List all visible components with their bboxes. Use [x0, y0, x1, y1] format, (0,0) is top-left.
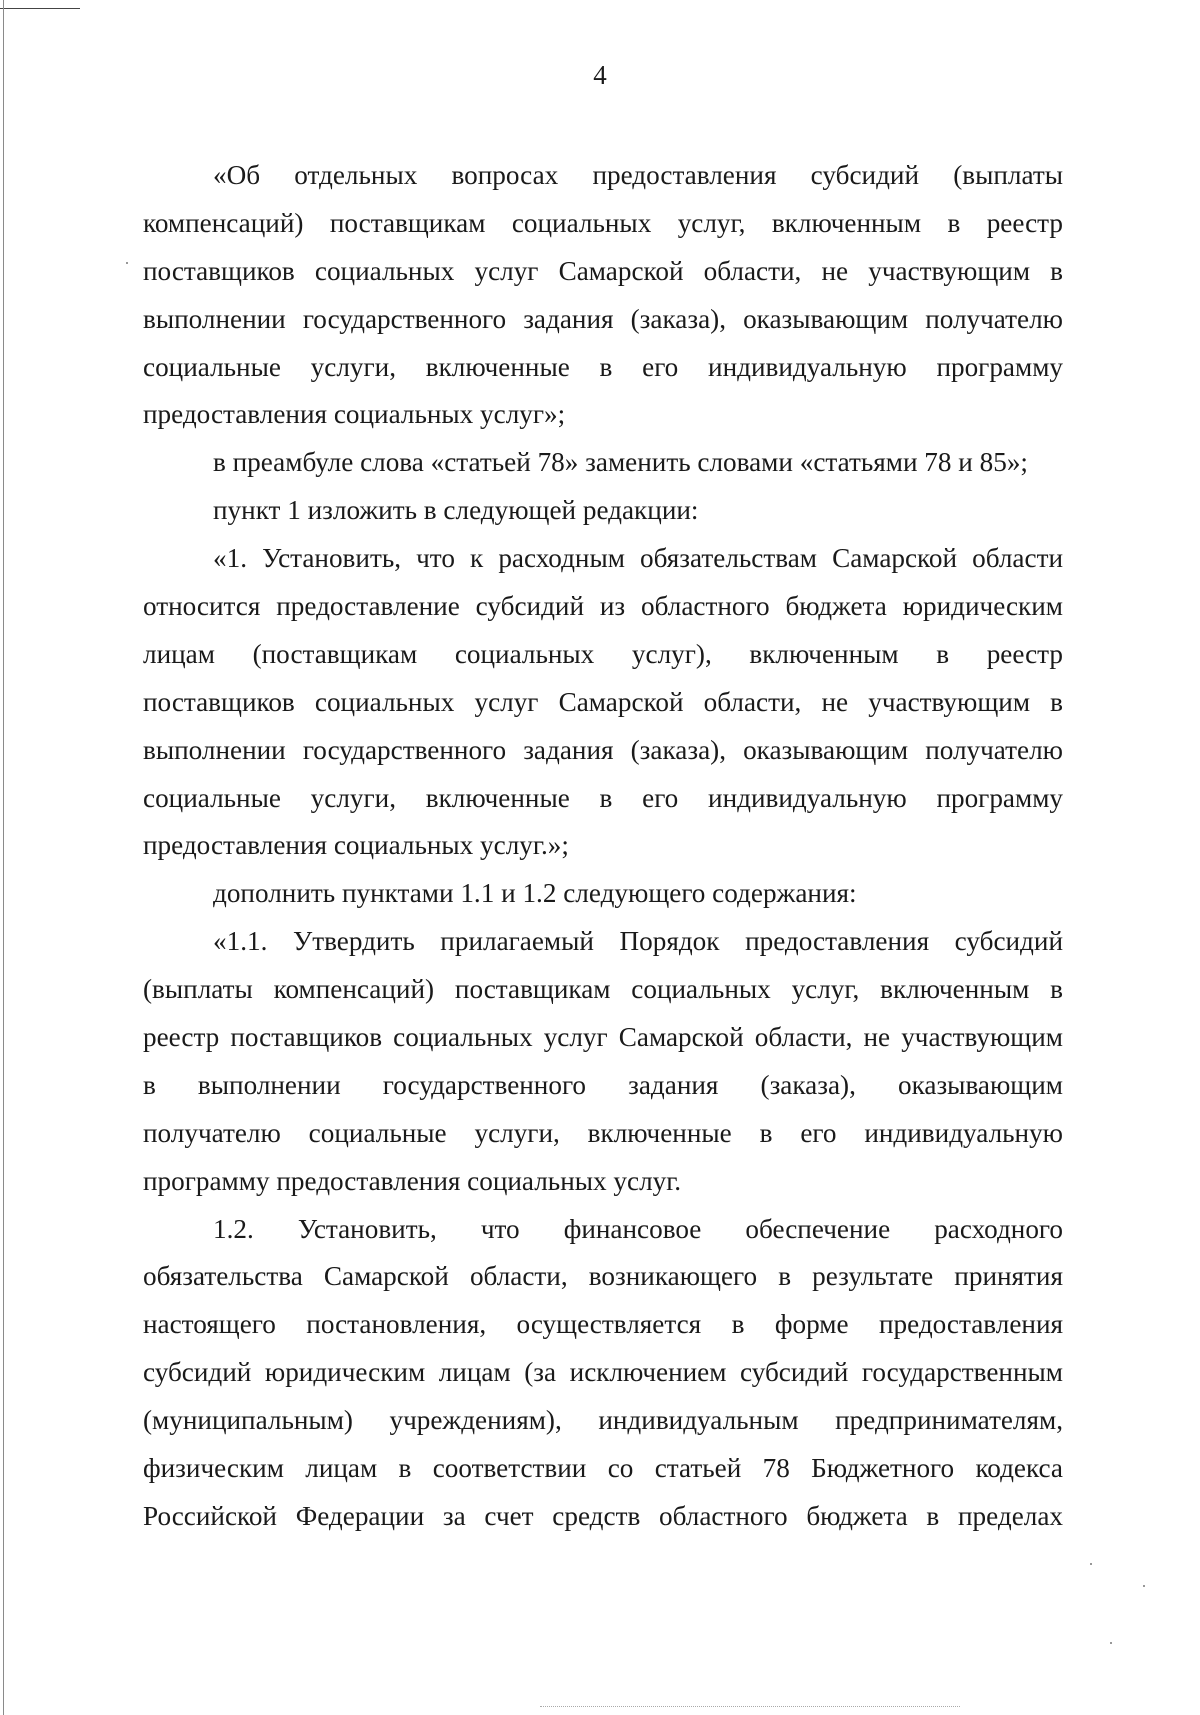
- text-line: предоставления социальных услуг.»;: [143, 830, 569, 861]
- scan-edge-top: [0, 8, 80, 9]
- text-line: относится предоставление субсидий из областного бюджета юридическим: [143, 591, 1063, 622]
- text-line: поставщиков социальных услуг Самарской области, не участвующим в: [143, 255, 1063, 286]
- text-line: обязательства Самарской области, возникающего в результате принятия: [143, 1261, 1063, 1292]
- text-line: получателю социальные услуги, включенные в его индивидуальную: [143, 1117, 1063, 1148]
- scan-edge-left: [3, 0, 4, 1715]
- text-line: пункт 1 изложить в следующей редакции:: [213, 495, 699, 526]
- text-line: в преамбуле слова «статьей 78» заменить словами «статьями 78 и 85»;: [213, 447, 1028, 478]
- text-line: Российской Федерации за счет средств областного бюджета в пределах: [143, 1500, 1063, 1531]
- text-line: программу предоставления социальных услуг.: [143, 1165, 682, 1196]
- text-line: в выполнении государственного задания (заказа), оказывающим: [143, 1069, 1063, 1100]
- text-line: 1.2. Установить, что финансовое обеспечение расходного: [213, 1213, 1063, 1244]
- scan-speck: [1090, 1563, 1092, 1565]
- text-line: «1. Установить, что к расходным обязательствам Самарской области: [213, 543, 1063, 574]
- scan-speck: [1143, 1585, 1145, 1587]
- scan-edge-bottom: [540, 1706, 960, 1707]
- text-line: поставщиков социальных услуг Самарской области, не участвующим в: [143, 686, 1063, 717]
- text-line: социальные услуги, включенные в его индивидуальную программу: [143, 782, 1063, 813]
- text-line: предоставления социальных услуг»;: [143, 399, 566, 430]
- text-line: выполнении государственного задания (заказа), оказывающим получателю: [143, 734, 1063, 765]
- text-line: «Об отдельных вопросах предоставления субсидий (выплаты: [213, 160, 1063, 190]
- text-line: субсидий юридическим лицам (за исключением субсидий государственным: [143, 1357, 1063, 1388]
- text-line: (выплаты компенсаций) поставщикам социальных услуг, включенным в: [143, 974, 1063, 1005]
- page-number: 4: [593, 60, 607, 90]
- text-line: лицам (поставщикам социальных услуг), включенным в реестр: [143, 638, 1063, 669]
- document-body: [143, 152, 1063, 1541]
- text-line: социальные услуги, включенные в его индивидуальную программу: [143, 351, 1063, 382]
- scan-speck: [1110, 1642, 1112, 1644]
- text-line: реестр поставщиков социальных услуг Самарской области, не участвующим: [143, 1022, 1063, 1053]
- scan-speck: [126, 262, 128, 264]
- text-line: (муниципальным) учреждениям), индивидуальным предпринимателям,: [143, 1405, 1063, 1436]
- text-line: компенсаций) поставщикам социальных услуг, включенным в реестр: [143, 207, 1063, 238]
- text-line: выполнении государственного задания (заказа), оказывающим получателю: [143, 303, 1063, 334]
- text-line: дополнить пунктами 1.1 и 1.2 следующего содержания:: [213, 878, 857, 909]
- text-line: настоящего постановления, осуществляется в форме предоставления: [143, 1309, 1063, 1340]
- text-line: «1.1. Утвердить прилагаемый Порядок предоставления субсидий: [213, 926, 1063, 957]
- text-line: физическим лицам в соответствии со статьей 78 Бюджетного кодекса: [143, 1453, 1063, 1484]
